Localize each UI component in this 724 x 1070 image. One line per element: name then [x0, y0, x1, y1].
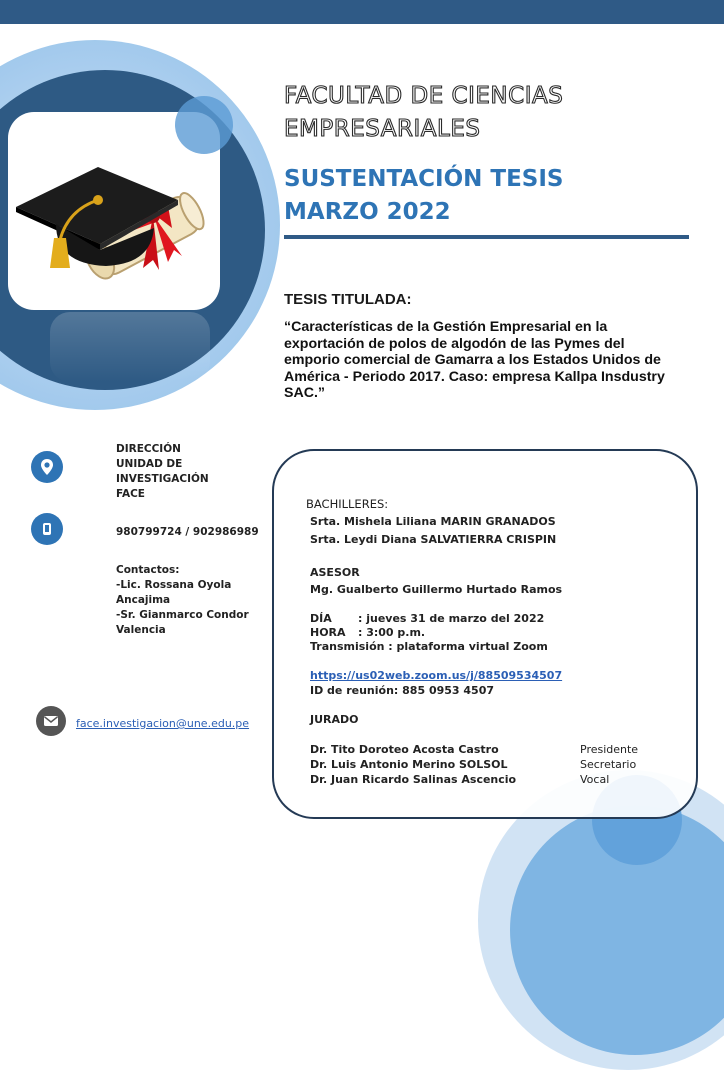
address-block: DIRECCIÓN UNIDAD DE INVESTIGACIÓN FACE — [116, 443, 209, 500]
meeting-id: ID de reunión: 885 0953 4507 — [310, 684, 495, 697]
bachiller-1: Srta. Mishela Liliana MARIN GRANADOS — [310, 515, 556, 528]
dia-value: : jueves 31 de marzo del 2022 — [358, 612, 545, 625]
jurado-member-3: Dr. Juan Ricardo Salinas Ascencio — [310, 773, 517, 786]
top-bar — [0, 0, 724, 24]
asesor-label: ASESOR — [310, 566, 360, 579]
hora-value: : 3:00 p.m. — [358, 626, 426, 639]
zoom-link[interactable]: https://us02web.zoom.us/j/88509534507 — [310, 669, 563, 682]
email-link[interactable]: face.investigacion@une.edu.pe — [76, 717, 250, 730]
thesis-label: TESIS TITULADA: — [284, 291, 412, 308]
phone-numbers: 980799724 / 902986989 — [116, 526, 259, 538]
dia-label: DÍA — [310, 612, 332, 625]
asesor-name: Mg. Gualberto Guillermo Hurtado Ramos — [310, 583, 563, 596]
jurado-label: JURADO — [310, 713, 359, 726]
jurado-role-1: Presidente — [580, 743, 639, 756]
email-icon — [36, 706, 66, 736]
event-title: SUSTENTACIÓN TESIS MARZO 2022 — [284, 166, 564, 225]
contacts-block: Contactos: -Lic. Rossana Oyola Ancajima -Sr. Gianmarco Condor Valencia — [116, 564, 249, 636]
title-divider — [284, 235, 689, 239]
hora-label: HORA — [310, 626, 346, 639]
location-pin-icon — [31, 451, 63, 483]
bachilleres-label: BACHILLERES: — [306, 497, 389, 511]
bachiller-2: Srta. Leydi Diana SALVATIERRA CRISPIN — [310, 533, 557, 546]
phone-icon — [31, 513, 63, 545]
jurado-role-3: Vocal — [580, 773, 610, 786]
decorative-dot — [175, 96, 233, 154]
image-reflection — [50, 312, 210, 382]
transmission-info: Transmisión : plataforma virtual Zoom — [310, 640, 548, 653]
faculty-title: FACULTAD DE CIENCIAS EMPRESARIALES — [284, 83, 564, 142]
jurado-member-2: Dr. Luis Antonio Merino SOLSOL — [310, 758, 508, 771]
jurado-role-2: Secretario — [580, 758, 637, 771]
jurado-member-1: Dr. Tito Doroteo Acosta Castro — [310, 743, 499, 756]
thesis-title: “Características de la Gestión Empresarial en la exportación de polos de algodón de las Pymes del emporio comercial de Gamarra a los Estados Unidos de América - Periodo 2017. Caso: empresa Kallpa Insdustry SAC.” — [284, 319, 665, 401]
